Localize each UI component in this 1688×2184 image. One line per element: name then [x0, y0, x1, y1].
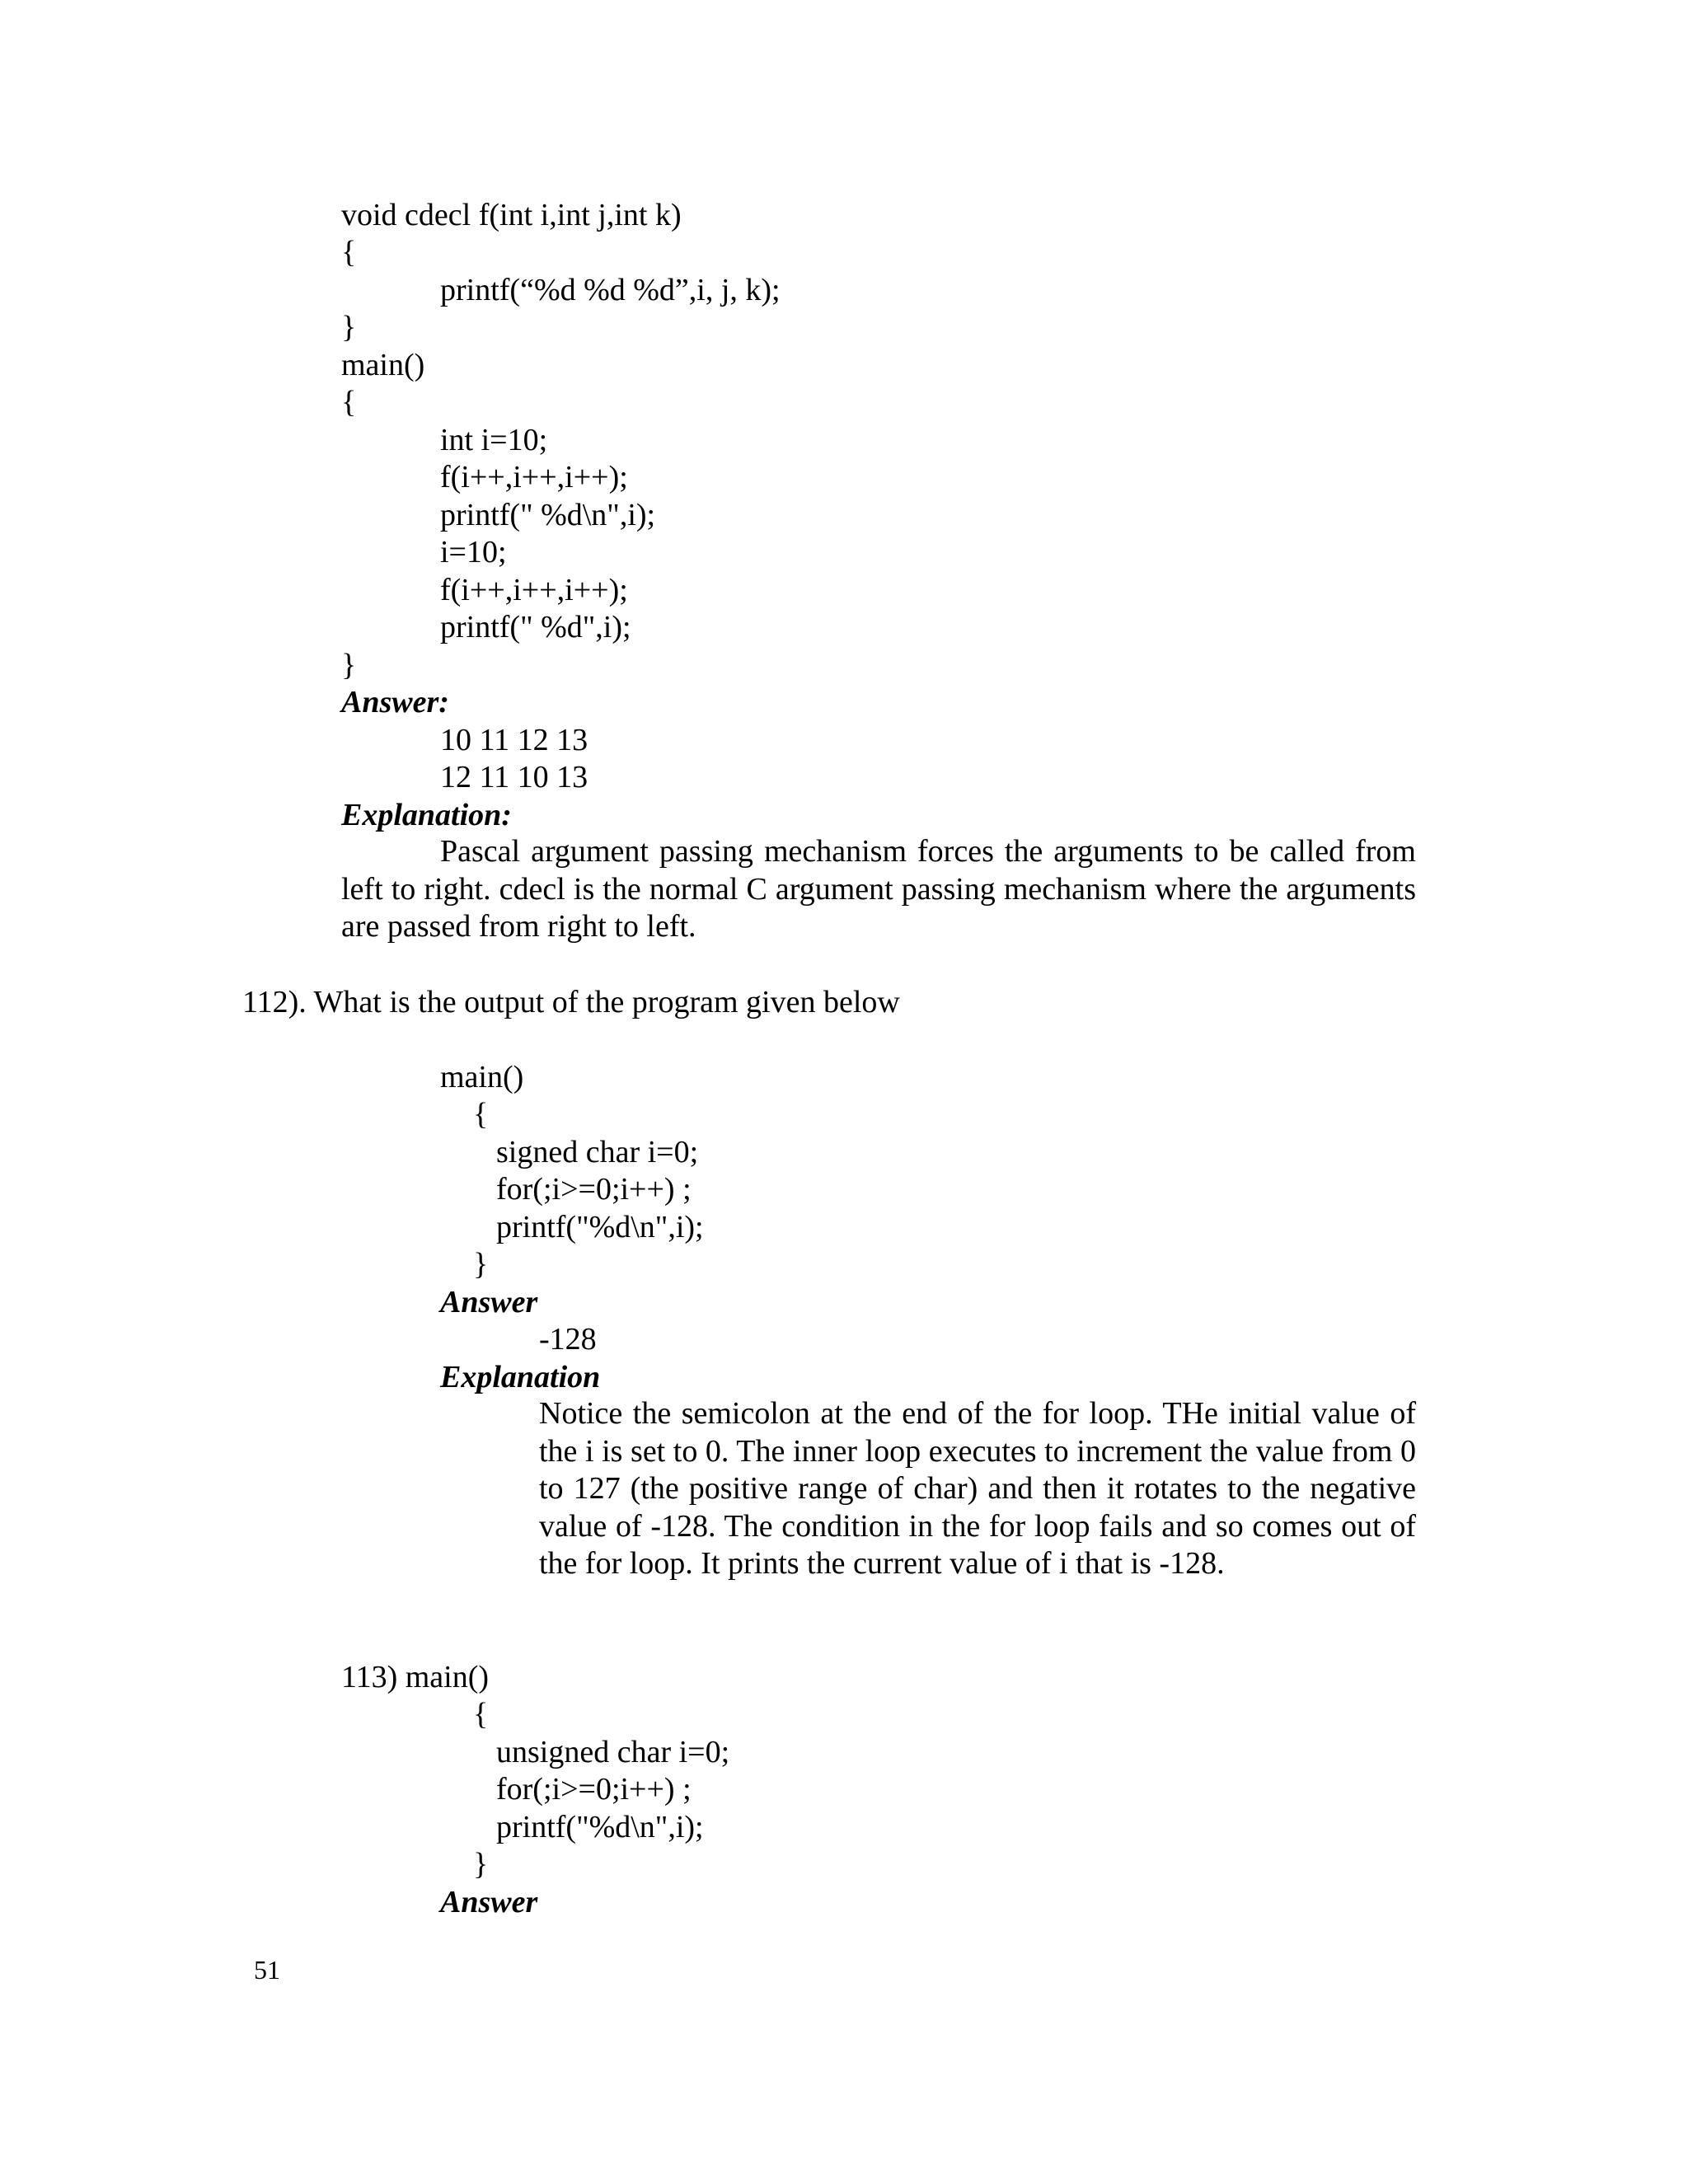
explanation-label: Explanation: [341, 798, 512, 832]
answer-label: Answer [440, 1885, 538, 1919]
code-line: for(;i>=0;i++) ; [496, 1172, 692, 1207]
code-line: } [341, 310, 357, 344]
code-line: void cdecl f(int i,int j,int k) [341, 198, 682, 232]
code-line: { [341, 235, 357, 269]
code-line: } [473, 1847, 489, 1882]
question-113: 113) main() [341, 1660, 490, 1694]
question-112: 112). What is the output of the program given below [242, 985, 900, 1019]
code-line: } [341, 648, 357, 682]
explanation-text: Notice the semicolon at the end of the for loop. THe initial value of the i is set to 0. The inner loop executes to increment the value from 0 to 127 (the positive range of char) and then it rotates to the negative value of -128. The condition in the for loop fails and so comes out of the for loop. It prints the current value of i that is -128. [539, 1396, 1416, 1581]
answer-value: -128 [539, 1322, 597, 1357]
explanation-label: Explanation [440, 1360, 601, 1394]
code-line: for(;i>=0;i++) ; [496, 1772, 692, 1807]
explanation-text: Pascal argument passing mechanism forces the arguments to be called from left to right. cdecl is the normal C argument passing mechanism where the arguments are passed from right to left. [341, 834, 1416, 944]
code-line: main() [440, 1060, 524, 1094]
page-number: 51 [254, 1955, 280, 1985]
code-line: printf("%d\n",i); [496, 1210, 704, 1244]
code-line: { [473, 1097, 489, 1132]
code-line: { [341, 385, 357, 419]
code-line: f(i++,i++,i++); [440, 573, 628, 607]
answer-line: 12 11 10 13 [440, 760, 588, 794]
code-line: printf(“%d %d %d”,i, j, k); [440, 273, 781, 307]
code-line: { [473, 1697, 489, 1732]
code-line: signed char i=0; [496, 1135, 699, 1169]
answer-label: Answer [440, 1285, 538, 1319]
code-line: } [473, 1247, 489, 1282]
code-line: unsigned char i=0; [496, 1735, 730, 1769]
code-line: main() [341, 348, 425, 382]
code-line: i=10; [440, 535, 507, 569]
answer-line: 10 11 12 13 [440, 723, 588, 757]
code-line: printf("%d\n",i); [496, 1810, 704, 1844]
code-line: printf(" %d\n",i); [440, 498, 656, 532]
code-line: int i=10; [440, 423, 548, 457]
answer-label: Answer: [341, 685, 449, 719]
code-line: printf(" %d",i); [440, 610, 631, 644]
code-line: f(i++,i++,i++); [440, 460, 628, 494]
